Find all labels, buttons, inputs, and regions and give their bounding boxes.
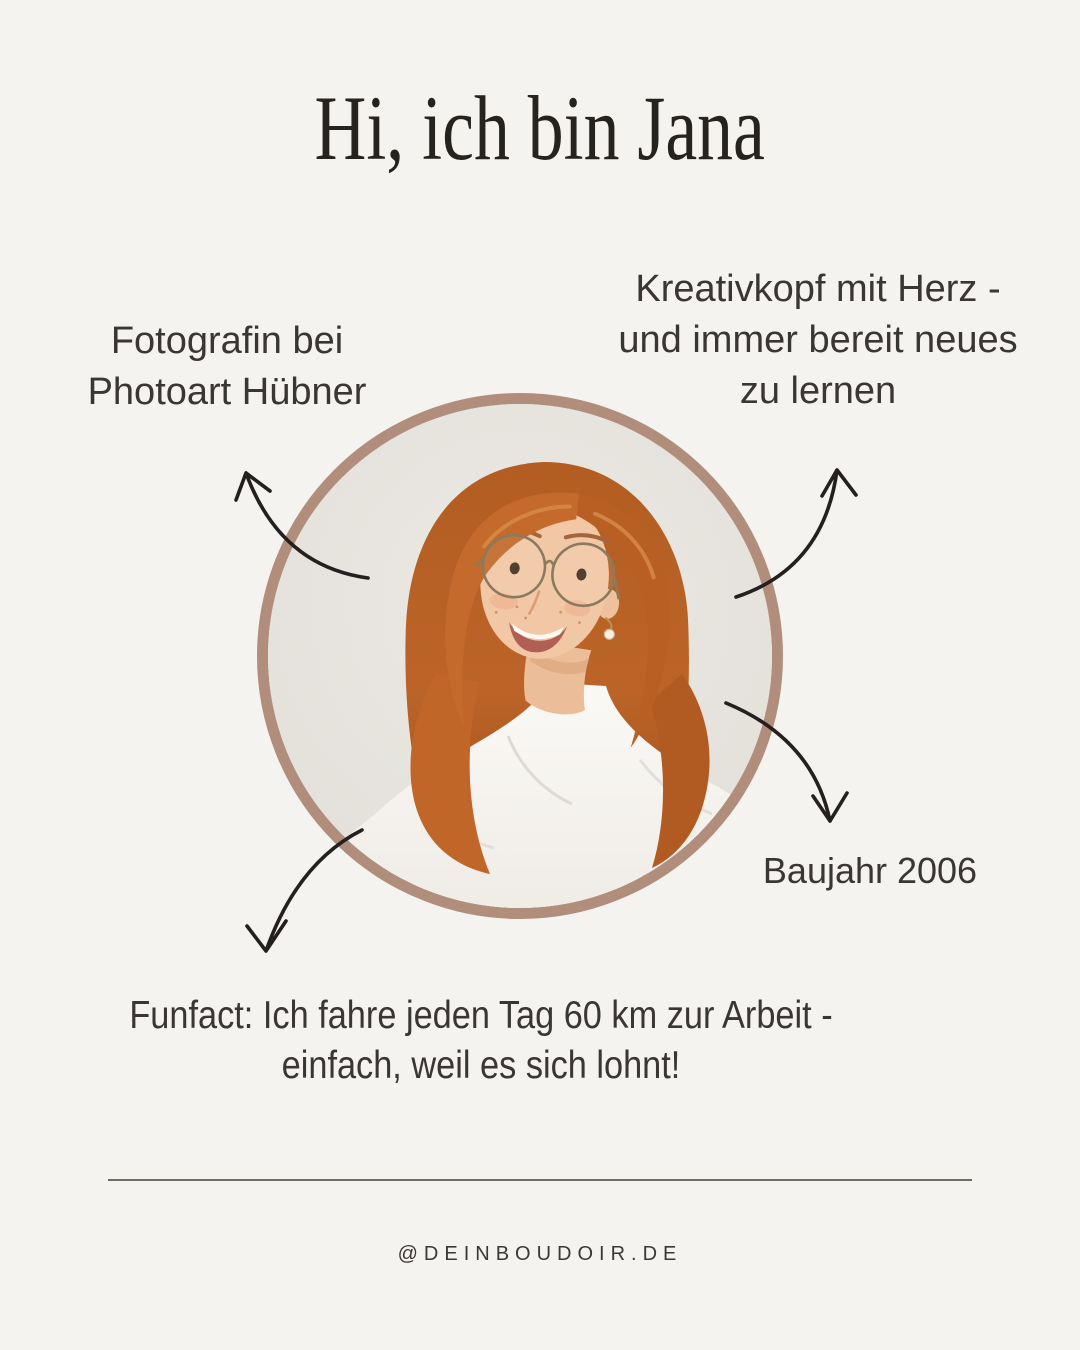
callout-baujahr-text: Baujahr 2006 <box>762 850 978 891</box>
callout-baujahr <box>710 845 1030 896</box>
callout-profession <box>0 316 454 418</box>
callout-personality <box>578 264 1058 417</box>
callout-funfact-line-1: Funfact: Ich fahre jeden Tag 60 km zur Arbeit - <box>129 994 833 1037</box>
callout-personality-line-1: Kreativkopf mit Herz - <box>635 268 1001 310</box>
footer-handle: @DEINBOUDOIR.DE <box>397 1243 683 1265</box>
callout-personality-line-2: und immer bereit neues <box>618 319 1018 361</box>
callout-profession-line-2: Photoart Hübner <box>87 371 367 413</box>
callout-personality-line-3: zu lernen <box>739 370 897 412</box>
page-title-text: Hi, ich bin Jana <box>314 77 766 179</box>
callout-funfact <box>58 991 905 1091</box>
footer-divider <box>108 1179 972 1181</box>
page-title <box>0 78 1080 179</box>
profile-photo-frame <box>257 393 783 919</box>
portrait-illustration <box>268 404 772 908</box>
callout-funfact-line-2: einfach, weil es sich lohnt! <box>281 1044 681 1087</box>
callout-profession-line-1: Fotografin bei <box>110 320 344 362</box>
